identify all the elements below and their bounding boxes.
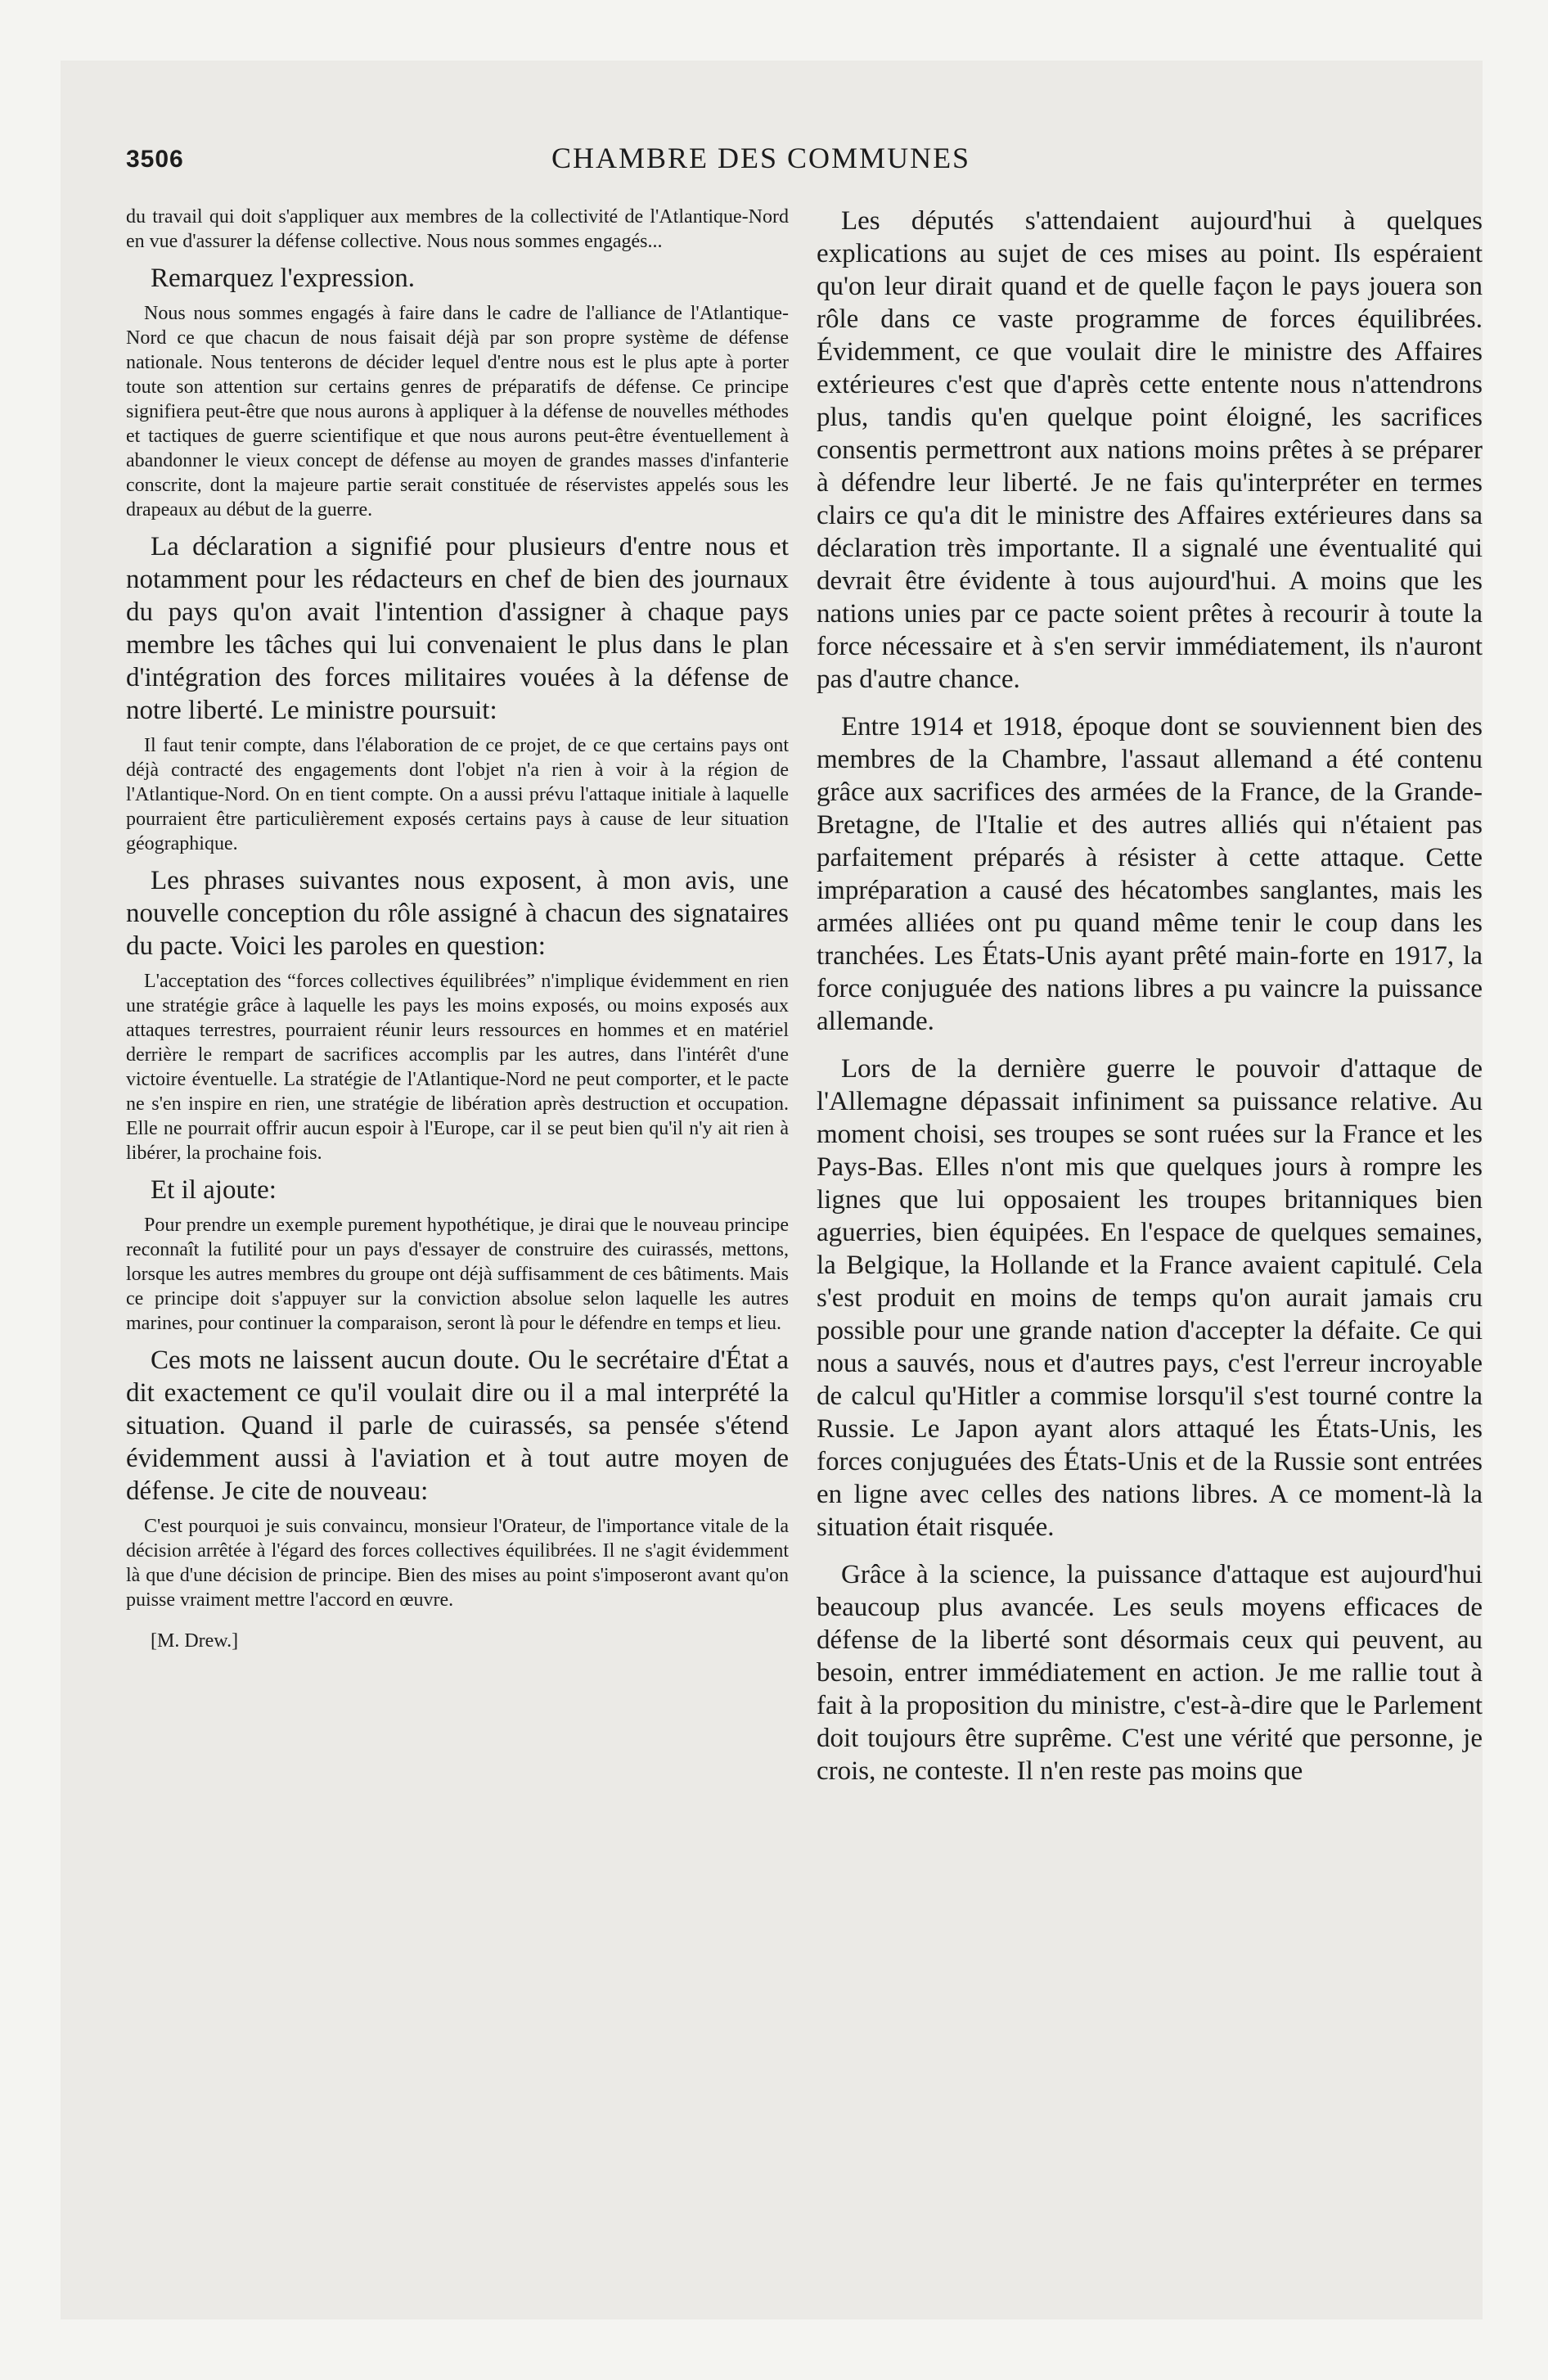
speaker-tag: [M. Drew.] — [151, 1630, 239, 1652]
speech-paragraph: Entre 1914 et 1918, époque dont se souviennent bien des membres de la Chambre, l'assaut allemand a été contenu grâce aux sacrifices des armées de la France, de la Grande-Bretagne, de l'Italie et des autres alliés qui n'étaient pas parfaitement préparés à résister à cette attaque. Cette impréparation a causé des hécatombes sanglantes, mais les armées alliées ont pu quand même tenir le coup dans les tranchées. Les États-Unis ayant prêté main-forte en 1917, la force conjuguée des nations libres a pu vaincre la puissance allemande. — [817, 712, 1483, 1036]
speech-paragraph: Lors de la dernière guerre le pouvoir d'attaque de l'Allemagne dépassait infiniment sa puissance relative. Au moment choisi, ses troupes se sont ruées sur la France et les Pays-Bas. Elles n'ont mis que quelques jours à rompre les lignes que lui opposaient les troupes britanniques bien aguerries, bien équipées. En l'espace de quelques semaines, la Belgique, la Hollande et la France avaient capitulé. Cela s'est produit en moins de temps qu'on aurait jamais cru possible pour une grande nation d'accepter la défaite. Ce qui nous a sauvés, nous et d'autres pays, c'est l'erreur incroyable de calcul qu'Hitler a commise lorsqu'il s'est tourné contre la Russie. Le Japon ayant alors attaqué les États-Unis, les forces conjuguées des États-Unis et de la Russie sont entrées en ligne avec celles des nations libres. A ce moment-là la situation était risquée. — [817, 1054, 1483, 1542]
running-head: CHAMBRE DES COMMUNES — [551, 142, 971, 174]
quotation: du travail qui doit s'appliquer aux membres de la collectivité de l'Atlantique-Nord en vue d'assurer la défense collective. Nous nous sommes engagés... — [126, 206, 789, 252]
quotation: C'est pourquoi je suis convaincu, monsieur l'Orateur, de l'importance vitale de la décision arrêtée à l'égard des forces collectives équilibrées. Il ne s'agit évidemment là que d'une décision de principe. Bien des mises au point s'imposeront avant qu'on puisse vraiment mettre l'accord en œuvre. — [126, 1516, 789, 1611]
speech-paragraph: Grâce à la science, la puissance d'attaque est aujourd'hui beaucoup plus avancée. Les seuls moyens efficaces de défense de la liberté sont désormais ceux qui peuvent, au besoin, entrer immédiatement en action. Je me rallie tout à fait à la proposition du ministre, c'est-à-dire que le Parlement doit toujours être suprême. C'est une vérité que personne, je crois, ne conteste. Il n'en reste pas moins que — [817, 1560, 1483, 1786]
speech-paragraph: Et il ajoute: — [151, 1175, 277, 1205]
speech-paragraph: Les députés s'attendaient aujourd'hui à quelques explications au sujet de ces mises au point. Ils espéraient qu'on leur dirait quand et de quelle façon le pays jouera son rôle dans ce vaste programme de forces équilibrées. Évidemment, ce que voulait dire le ministre des Affaires extérieures c'est que d'après cette entente nous n'attendrons plus, tandis qu'en quelque point éloigné, les sacrifices consentis permettront aux nations moins prêtes à se préparer à défendre leur liberté. Je ne fais qu'interpréter en termes clairs ce qu'a dit le ministre des Affaires extérieures dans sa déclaration très importante. Il a signalé une éventualité qui devrait être évidente à tous aujourd'hui. A moins que les nations unies par ce pacte soient prêtes à recourir à toute la force nécessaire et à s'en servir immédiatement, ils n'auront pas d'autre chance. — [817, 206, 1483, 694]
hansard-page — [126, 141, 1483, 1786]
speech-paragraph: Remarquez l'expression. — [151, 264, 416, 293]
page-number: 3506 — [126, 146, 184, 173]
speech-paragraph: La déclaration a signifié pour plusieurs d'entre nous et notamment pour les rédacteurs en chef de bien des journaux du pays qu'on avait l'intention d'assigner à chaque pays membre les tâches qui lui convenaient le plus dans le plan d'intégration des forces militaires vouées à la défense de notre liberté. Le ministre poursuit: — [126, 532, 789, 725]
quotation: Pour prendre un exemple purement hypothétique, je dirai que le nouveau principe reconnaît la futilité pour un pays d'essayer de construire des cuirassés, mettons, lorsque les autres membres du groupe ont déjà suffisamment de ces bâtiments. Mais ce principe doit s'appuyer sur la conviction absolue selon laquelle les autres marines, pour continuer la comparaison, seront là pour le défendre en temps et lieu. — [126, 1215, 789, 1334]
quotation: L'acceptation des “forces collectives équilibrées” n'implique évidemment en rien une stratégie grâce à laquelle les pays les moins exposés, ou moins exposés aux attaques terrestres, pourraient réunir leurs ressources en hommes et en matériel derrière le rempart de sacrifices accomplis par les autres, dans l'intérêt d'une victoire éventuelle. La stratégie de l'Atlantique-Nord ne peut comporter, et le pacte ne s'en inspire en rien, une stratégie de libération après destruction et occupation. Elle ne pourrait offrir aucun espoir à l'Europe, car il se peut bien qu'il n'y ait rien à libérer, la prochaine fois. — [126, 971, 789, 1164]
quotation: Nous nous sommes engagés à faire dans le cadre de l'alliance de l'Atlantique-Nord ce que chacun de nous faisait déjà par son propre système de défense nationale. Nous tenterons de décider lequel d'entre nous est le plus apte à porter toute son attention sur certains genres de préparatifs de défense. Ce principe signifiera peut-être que nous aurons à appliquer à la défense de nouvelles méthodes et tactiques de guerre scientifique et que nous aurons peut-être éventuellement à abandonner le vieux concept de défense au moyen de grandes masses d'infanterie conscrite, dont la majeure partie serait constituée de réservistes appelés sous les drapeaux au début de la guerre. — [126, 303, 789, 521]
left-column — [126, 205, 789, 1652]
speech-paragraph: Les phrases suivantes nous exposent, à mon avis, une nouvelle conception du rôle assigné à chacun des signataires du pacte. Voici les paroles en question: — [126, 866, 789, 961]
page-header — [126, 141, 1481, 190]
speech-paragraph: Ces mots ne laissent aucun doute. Ou le secrétaire d'État a dit exactement ce qu'il voulait dire ou il a mal interprété la situation. Quand il parle de cuirassés, sa pensée s'étend évidemment aussi à l'aviation et à tout autre moyen de défense. Je cite de nouveau: — [126, 1346, 789, 1506]
right-column — [817, 205, 1483, 1802]
quotation: Il faut tenir compte, dans l'élaboration de ce projet, de ce que certains pays ont déjà contracté des engagements dont l'objet n'a rien à voir à la région de l'Atlantique-Nord. On en tient compte. On a aussi prévu l'attaque initiale à laquelle pourraient être particulièrement exposés certains pays à cause de leur situation géographique. — [126, 735, 789, 854]
